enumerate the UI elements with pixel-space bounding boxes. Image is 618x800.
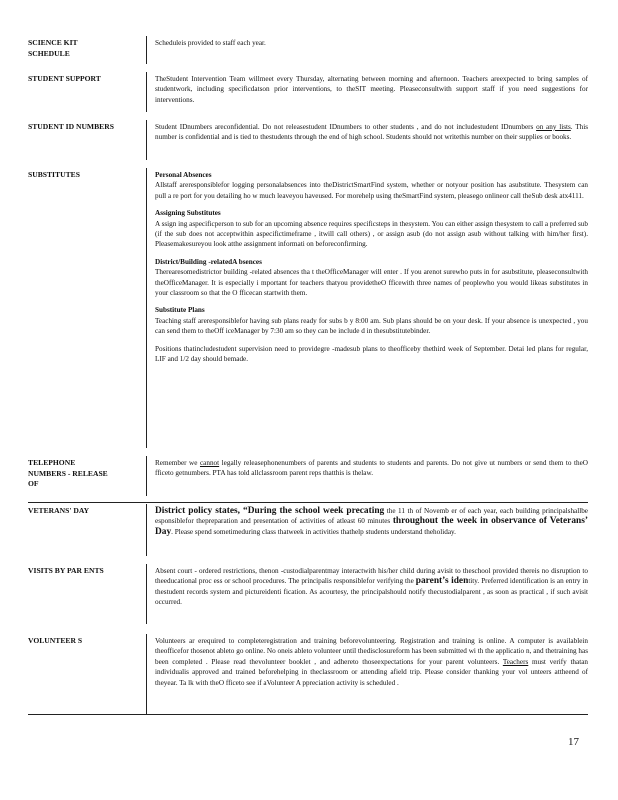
section-body: Remember we cannot legally releasephonenumbers of parents and students to students and parents. Do not give ut numbers or send them to theO fficeto getnumbers. PTA has told allclassroom parent reps thatthis is thelaw. <box>155 459 588 478</box>
section-label: STUDENT SUPPORT <box>28 74 101 83</box>
subheading: Substitute Plans <box>155 306 205 315</box>
section-label: VETERANS' DAY <box>28 506 90 515</box>
column-divider <box>146 168 147 448</box>
section-body: District policy states, “During the school week precating the 11 th of Novemb er of each year, each building principalshallbe esponsiblefor thepreparation and presentation of activities of atleast 60 minutes throughout the week in observance of Veterans’ Day. Please spend sometimeduring class thatweek in activities thathelp students understand theholiday. <box>155 506 589 537</box>
column-divider <box>146 120 147 160</box>
section-label: STUDENT ID NUMBERS <box>28 122 114 131</box>
section-label: VOLUNTEER S <box>28 636 83 645</box>
section-divider <box>28 502 588 503</box>
section-label: TELEPHONE NUMBERS - RELEASE OF <box>28 458 108 488</box>
column-divider <box>146 634 147 714</box>
column-divider <box>146 504 147 556</box>
subheading: Assigning Substitutes <box>155 209 221 218</box>
section-body: Scheduleis provided to staff each year. <box>155 39 266 47</box>
column-divider <box>146 36 147 64</box>
column-divider <box>146 456 147 496</box>
section-label: SCIENCE KIT SCHEDULE <box>28 38 78 58</box>
section-body: Volunteers ar erequired to completeregistration and training beforevolunteering. Registration and training is online. A computer is availablein theofficefor thosenot ableto go online. No oneis ableto volunteer until thedisclosureform has been submitted wi th the applicatio n, and thetraining has been completed . Please read thevolunteer booklet , and adhereto thoseexpectations for your parent volunteers. Teachers must verify thatan individualis approved and trained beforehelping in theclassroom or attending afield trip. Please consider thanking your vol unteers attheend of theyear. Ta lk with theO fficeto see if aVolunteer A ppreciation activity is scheduled . <box>155 637 589 687</box>
subheading: District/Building -relatedA bsences <box>155 257 262 266</box>
section-body: Absent court - ordered restrictions, thenon -custodialparentmay interactwith his/her child during avisit to theschool provided thereis no disruption to theeducational proc ess or school procedures. The principalis responsiblefor verifying the parent’s identity. Preferred identification is an entry in thestudent records system and pictureidenti fication. As acourtesy, the principalshould notify thecustodialparent , as soon as practical , if such avisit occurred. <box>155 567 589 607</box>
section-label: VISITS BY PAR ENTS <box>28 566 104 575</box>
section-body: Personal Absences Allstaff areresponsiblefor logging personalabsences into theDistrictSmartFind system, whether or notyour position has asubstitute. Thesystem can pull a re port for you detailing ho w much leaveyou haveused. For morehelp using theSmartFind system, pleasego onlineor call theSub desk atx4111. Assigning Substitutes A ssign ing aspecificperson to sub for an upcoming absence requires specificsteps in thesystem. You can either assign thesystem to call a preferred sub (if the sub does not acceptwithin aspecifictimeframe , itwill call others) , or assign asub (do not assign asub without talking with him/her first). Pleasemakesureyou look atthe assignment informati on beforeconfirming. District/Building -relatedA bsences Therearesomedistrictor building -related absences tha t theOfficeManager will enter . If you arenot surewho puts in for asubstitute, pleaseconsultwith theOfficeManager. It is especially i mportant for teachers thatyou providetheO fficewith three names of peoplewho you would likeas substitutes in your classroom so that the O fficecan startwith them. Substitute Plans Teaching staff areresponsiblefor having sub plans ready for subs b y 8:00 am. Sub plans should be on your desk. If your absence is unexpected , you can send them to theOff iceManager by 7:30 am so they can be include d in thesubstitutebinder. Positions thatincludestudent supervision need to providegre -madesub plans to theofficeby thethird week of September. Detai led plans for regular, LIF and 1/2 day should bemade. <box>155 171 588 364</box>
column-divider <box>146 564 147 624</box>
page-number: 17 <box>568 736 579 748</box>
subheading: Personal Absences <box>155 171 212 179</box>
section-body: Student IDnumbers areconfidential. Do not releasestudent IDnumbers to other students , and do not includestudent IDnumbers on any lists. This number is confidential and is tied to thestudents through the end of high school. Students should not writethis number on their supplies or books. <box>155 123 588 142</box>
column-divider <box>146 72 147 112</box>
page-bottom-rule <box>28 714 588 715</box>
section-label: SUBSTITUTES <box>28 170 80 179</box>
section-body: TheStudent Intervention Team willmeet every Thursday, alternating between morning and afternoon. Teachers areexpected to bring samples of studentwork, including specificdatson prior interventions, to theSIT meeting. Pleaseconsultwith support staff if you need suggestions for interventions. <box>155 75 588 104</box>
